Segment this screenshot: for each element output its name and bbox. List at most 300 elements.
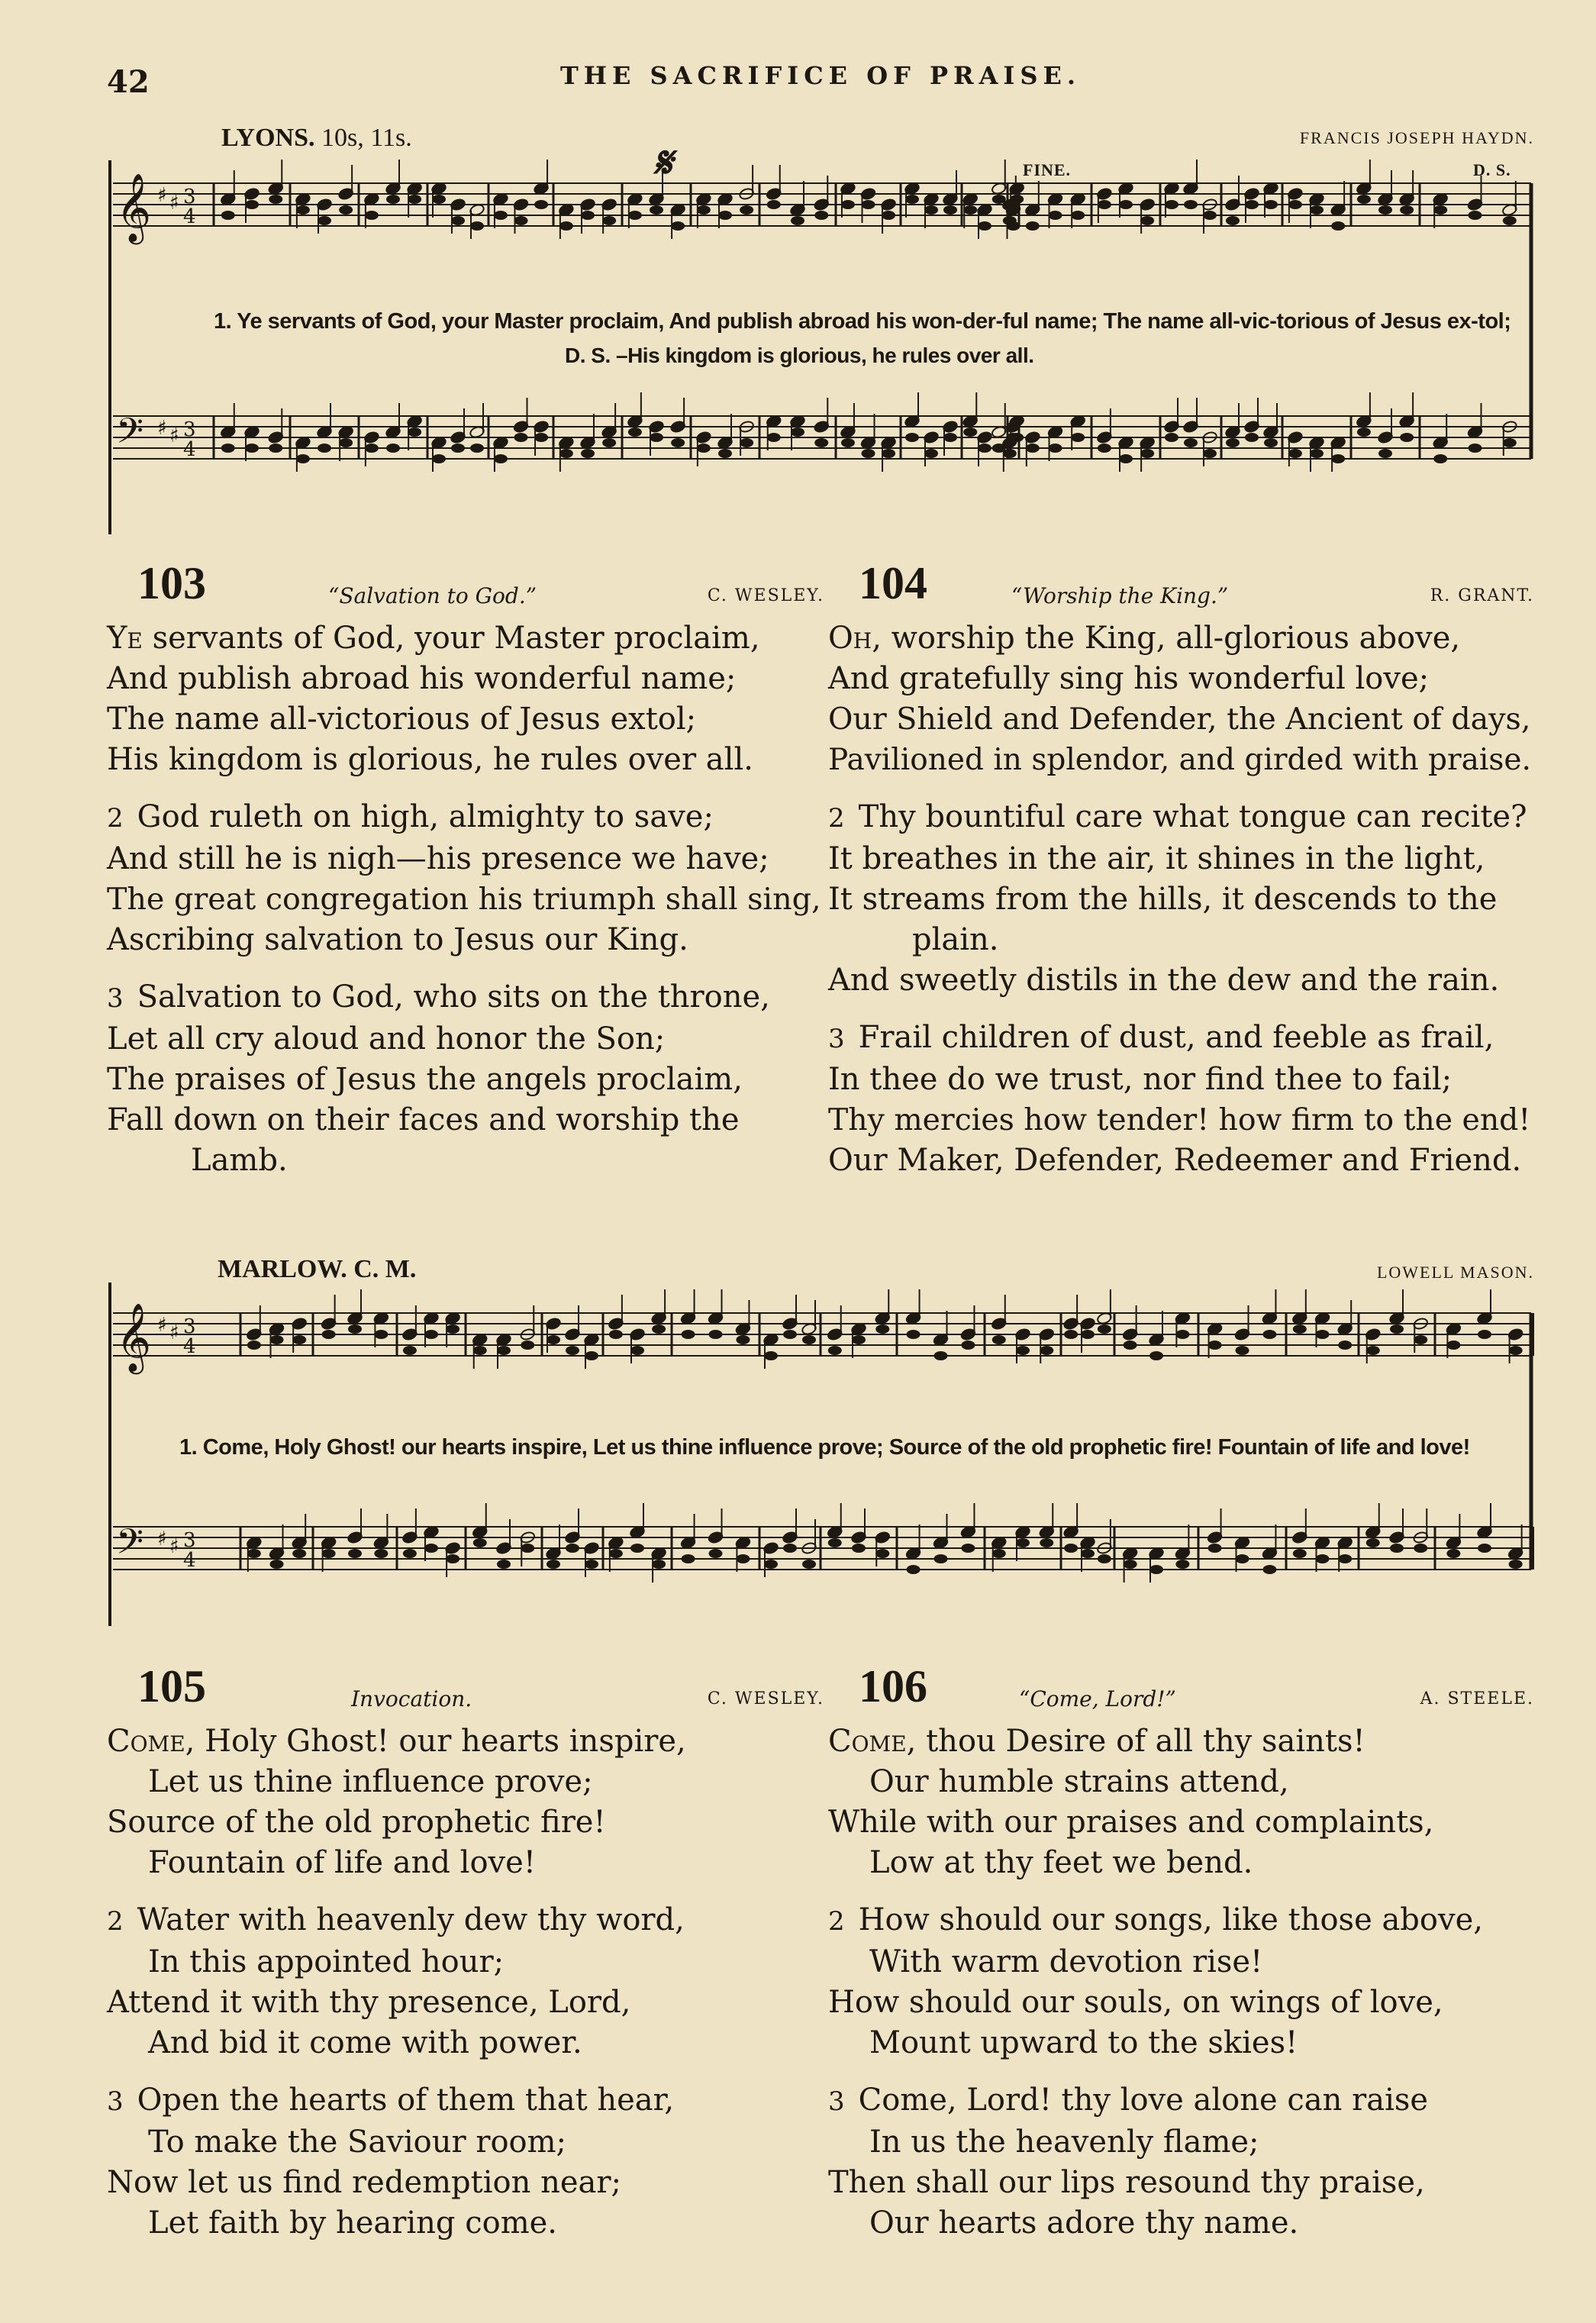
note-head: [814, 211, 828, 220]
verse-line: Oh, worship the King, all-glorious above,: [828, 621, 1461, 656]
verse-number: 2: [107, 1906, 124, 1937]
verse-line: 3 Salvation to God, who sits on the throne,: [107, 979, 770, 1015]
verse-line: His kingdom is glorious, he rules over all.: [107, 742, 753, 777]
note-head: [1165, 200, 1178, 209]
verse: [828, 1018, 1534, 1181]
note-head: [905, 195, 919, 204]
note-head: [1203, 449, 1217, 458]
bass-clef-icon: 𝄢: [116, 411, 144, 460]
verse-line: Let faith by hearing come.: [148, 2205, 558, 2241]
note-head: [365, 444, 379, 453]
note-head: [408, 195, 421, 204]
hymn-number: 103: [137, 558, 206, 608]
hymn-number: 106: [859, 1661, 927, 1712]
sharp-icon: ♯: [169, 424, 179, 447]
note-head: [424, 1330, 438, 1339]
verse: [828, 2080, 1534, 2244]
note-head: [1310, 449, 1324, 458]
note-head: [1064, 1544, 1078, 1553]
note-head: [559, 221, 573, 231]
verse-line: Source of the old prophetic fire!: [107, 1805, 606, 1840]
treble-clef-icon: 𝄞: [116, 1303, 152, 1372]
verse: [107, 1721, 824, 1883]
note-head: [767, 433, 781, 442]
note-head: [1469, 211, 1482, 220]
note-head: [451, 444, 465, 453]
verse-line: Lamb.: [191, 1143, 288, 1178]
note-head: [403, 1549, 417, 1558]
hymn-title: Invocation.: [351, 1686, 472, 1712]
note-head: [339, 438, 353, 447]
verse-number: 3: [107, 2086, 124, 2117]
note-head: [1010, 195, 1024, 204]
note-head: [1098, 1554, 1111, 1563]
note-head: [1293, 1549, 1307, 1558]
note-head: [1357, 427, 1371, 437]
note-head: [432, 195, 446, 204]
tune-lyons: [107, 122, 1534, 534]
note-head: [650, 205, 663, 215]
note-head: [740, 438, 753, 447]
verse-line: Then shall our lips resound thy praise,: [828, 2165, 1425, 2200]
verse-line: 2 God ruleth on high, almighty to save;: [107, 799, 714, 834]
segno-icon: 𝄋: [653, 137, 672, 188]
note-head: [1378, 449, 1392, 458]
note-head: [1509, 1346, 1523, 1355]
sharp-icon: ♯: [157, 417, 167, 440]
note-head: [650, 433, 663, 442]
note-head: [1503, 216, 1517, 225]
verse-line: Low at thy feet we bend.: [869, 1845, 1253, 1880]
verse-line: Pavilioned in splendor, and girded with praise.: [828, 743, 1531, 777]
note-head: [718, 211, 732, 220]
note-head: [841, 200, 855, 209]
note-head: [1040, 1346, 1053, 1355]
note-head: [1262, 1565, 1276, 1574]
note-head: [1165, 433, 1178, 442]
note-head: [470, 221, 484, 231]
note-head: [671, 438, 685, 447]
note-head: [882, 211, 895, 220]
note-head: [473, 1346, 487, 1355]
note-head: [862, 200, 875, 209]
time-signature: 3: [183, 1315, 196, 1338]
note-head: [497, 1560, 511, 1569]
note-head: [1288, 200, 1302, 209]
note-head: [1390, 1544, 1404, 1553]
note-head: [348, 1549, 362, 1558]
note-head: [374, 1330, 388, 1339]
note-head: [609, 1330, 623, 1339]
verse-line: The great congregation his triumph shall sing,: [107, 882, 821, 917]
verse-line: 2 How should our songs, like those above,: [828, 1902, 1483, 1937]
note-head: [221, 211, 235, 220]
note-head: [296, 454, 310, 463]
note-head: [1064, 1330, 1078, 1339]
verse-line: plain.: [912, 922, 999, 957]
note-head: [514, 433, 528, 442]
note-head: [1149, 1351, 1163, 1360]
note-head: [269, 444, 282, 453]
note-head: [628, 211, 642, 220]
note-head: [296, 205, 310, 215]
note-head: [740, 205, 753, 215]
sharp-icon: ♯: [169, 1535, 179, 1558]
note-head: [978, 444, 991, 453]
note-head: [521, 1341, 534, 1350]
note-head: [802, 1560, 816, 1569]
note-head: [1433, 454, 1447, 463]
verse-number: 2: [107, 803, 124, 834]
bass-clef-icon: 𝄢: [116, 1521, 144, 1571]
note-head: [1226, 438, 1240, 447]
note-head: [1400, 205, 1414, 215]
note-head: [1081, 1549, 1095, 1558]
note-head: [1390, 1324, 1404, 1334]
note-head: [1010, 433, 1024, 442]
hymn-title: “Worship the King.”: [1011, 583, 1229, 608]
note-head: [1026, 221, 1040, 231]
hymn-104: [828, 557, 1534, 1198]
verse: [828, 1721, 1534, 1883]
hymn-heading: [828, 1660, 1534, 1721]
note-head: [652, 1560, 666, 1569]
verse-line: In thee do we trust, nor find thee to fail;: [828, 1062, 1453, 1097]
verse-line: Let us thine influence prove;: [148, 1764, 593, 1799]
note-head: [1357, 195, 1371, 204]
note-head: [718, 449, 732, 458]
note-head: [521, 1544, 534, 1553]
hymn-103: [107, 557, 824, 1198]
note-head: [1098, 200, 1111, 209]
verse-line: The praises of Jesus the angels proclaim,: [107, 1062, 743, 1097]
note-head: [924, 205, 938, 215]
note-head: [862, 449, 875, 458]
verse: [828, 618, 1534, 780]
verse-line: Our hearts adore thy name.: [869, 2205, 1299, 2241]
verse-number: 3: [828, 2086, 845, 2117]
fine-mark: FINE.: [1023, 160, 1072, 179]
verse-line: And still he is nigh—his presence we have;: [107, 841, 769, 876]
verse: [107, 977, 824, 1181]
note-head: [682, 1554, 695, 1563]
note-head: [1400, 433, 1414, 442]
note-head: [764, 1560, 778, 1569]
note-head: [841, 438, 855, 447]
verse-number: 3: [828, 1024, 845, 1054]
note-head: [905, 433, 919, 442]
note-head: [494, 211, 508, 220]
verse-number: 3: [107, 983, 124, 1014]
note-head: [1433, 205, 1447, 215]
verse-line: In this appointed hour;: [148, 1944, 505, 1979]
time-signature: 4: [183, 438, 196, 461]
verse-line: Our humble strains attend,: [869, 1764, 1289, 1799]
verse: [828, 1900, 1534, 2063]
verse-line: How should our souls, on wings of love,: [828, 1985, 1443, 2020]
note-head: [1338, 1554, 1352, 1563]
hymn-title: “Come, Lord!”: [1019, 1686, 1176, 1712]
verse-line: Fall down on their faces and worship the: [107, 1102, 740, 1137]
note-head: [446, 1554, 459, 1563]
note-head: [1478, 1330, 1491, 1339]
note-head: [992, 1549, 1006, 1558]
composer: LOWELL MASON.: [1376, 1263, 1534, 1282]
note-head: [1478, 1544, 1491, 1553]
verse-line: Our Shield and Defender, the Ancient of days,: [828, 702, 1531, 737]
note-head: [1366, 1346, 1380, 1355]
note-head: [652, 1324, 666, 1334]
verse: [828, 797, 1534, 1001]
note-head: [1288, 449, 1302, 458]
note-head: [697, 444, 711, 453]
note-head: [764, 1351, 778, 1360]
note-head: [1245, 433, 1259, 442]
note-head: [1262, 1330, 1276, 1339]
note-head: [697, 205, 711, 215]
note-head: [494, 454, 508, 463]
verse: [107, 797, 824, 960]
note-head: [791, 427, 804, 437]
verse-number: 2: [828, 803, 845, 834]
verse-line: Thy mercies how tender! how firm to the end!: [828, 1102, 1531, 1137]
note-head: [581, 449, 595, 458]
hymn-106: [828, 1660, 1534, 2260]
verse-line: And publish abroad his wonderful name;: [107, 661, 737, 696]
note-head: [1124, 1560, 1137, 1569]
note-head: [1208, 1341, 1222, 1350]
hymn-heading: [107, 1660, 824, 1721]
note-head: [245, 200, 259, 209]
note-head: [365, 211, 379, 220]
note-head: [791, 216, 804, 225]
verse-line: It breathes in the air, it shines in the light,: [828, 841, 1485, 876]
note-head: [1316, 1554, 1330, 1563]
note-head: [1081, 1330, 1095, 1339]
note-head: [963, 205, 977, 215]
note-head: [221, 444, 235, 453]
lyric-line: 1. Ye servants of God, your Master proclaim, And publish abroad his won-der-ful name; The name all-vic-torious of Jesus ex-tol;: [214, 309, 1511, 334]
note-head: [934, 1554, 948, 1563]
verse: [107, 2080, 824, 2244]
note-head: [1414, 1544, 1427, 1553]
note-head: [1175, 1560, 1189, 1569]
note-head: [1119, 454, 1133, 463]
note-head: [1016, 1346, 1030, 1355]
note-head: [514, 216, 528, 225]
verse-line: To make the Saviour room;: [148, 2125, 567, 2160]
note-head: [270, 1335, 284, 1344]
sharp-icon: ♯: [169, 1321, 179, 1344]
note-head: [473, 1538, 487, 1547]
note-head: [318, 216, 331, 225]
note-head: [1124, 1341, 1137, 1350]
note-head: [943, 205, 957, 215]
composer: FRANCIS JOSEPH HAYDN.: [1299, 128, 1534, 147]
note-head: [446, 1324, 459, 1334]
note-head: [907, 1330, 921, 1339]
note-head: [907, 1565, 921, 1574]
note-head: [1049, 211, 1062, 220]
note-head: [424, 1544, 438, 1553]
note-head: [470, 444, 484, 453]
note-head: [1071, 433, 1085, 442]
hymn-number: 104: [859, 558, 927, 608]
time-signature: 4: [183, 205, 196, 228]
note-head: [1503, 438, 1517, 447]
verse-line: In us the heavenly flame;: [869, 2125, 1259, 2160]
verse-line: Come, thou Desire of all thy saints!: [828, 1724, 1365, 1759]
note-head: [247, 1341, 261, 1350]
verse-line: And sweetly distils in the dew and the rain.: [828, 963, 1500, 998]
note-head: [1236, 1346, 1249, 1355]
verse-line: Our Maker, Defender, Redeemer and Friend.: [828, 1143, 1522, 1178]
tune-name: MARLOW. C. M.: [218, 1255, 417, 1283]
note-head: [1184, 438, 1198, 447]
note-head: [1310, 205, 1324, 215]
note-head: [1446, 1549, 1460, 1558]
note-head: [1071, 211, 1085, 220]
note-head: [628, 427, 642, 437]
note-head: [943, 433, 957, 442]
note-head: [630, 1346, 644, 1355]
note-head: [269, 195, 282, 204]
note-head: [245, 444, 259, 453]
note-head: [1264, 438, 1278, 447]
note-head: [783, 1330, 797, 1339]
note-head: [875, 1549, 889, 1558]
note-head: [547, 1335, 560, 1344]
time-signature: 4: [183, 1549, 196, 1572]
time-signature: 4: [183, 1335, 196, 1358]
note-head: [1003, 449, 1017, 458]
page-number: 42: [107, 64, 150, 100]
note-head: [1098, 444, 1111, 453]
note-head: [924, 449, 938, 458]
note-head: [709, 1330, 723, 1339]
verse: [107, 618, 824, 780]
note-head: [602, 216, 616, 225]
note-head: [602, 438, 616, 447]
verse-line: 2 Thy bountiful care what tongue can recite?: [828, 799, 1527, 834]
note-head: [1175, 1330, 1189, 1339]
verse-line: It streams from the hills, it descends to the: [828, 882, 1498, 917]
note-head: [374, 1549, 388, 1558]
verse-line: Attend it with thy presence, Lord,: [107, 1985, 631, 2020]
note-head: [828, 1538, 842, 1547]
note-head: [1469, 444, 1482, 453]
note-head: [247, 1549, 261, 1558]
verse-line: Ye servants of God, your Master proclaim,: [107, 621, 760, 656]
verse-line: Mount upward to the skies!: [869, 2025, 1298, 2060]
note-head: [1378, 205, 1392, 215]
note-head: [1264, 200, 1278, 209]
note-head: [1140, 216, 1154, 225]
note-head: [1208, 1544, 1222, 1553]
note-head: [961, 1341, 975, 1350]
note-head: [348, 1324, 362, 1334]
verse-line: 3 Open the hearts of them that hear,: [107, 2083, 675, 2118]
note-head: [1098, 1324, 1111, 1334]
note-head: [1026, 444, 1040, 453]
note-head: [585, 1560, 598, 1569]
note-head: [682, 1330, 695, 1339]
verse-line: Fountain of life and love!: [148, 1845, 536, 1880]
note-head: [547, 1560, 560, 1569]
verse-line: 3 Frail children of dust, and feeble as frail,: [828, 1020, 1494, 1055]
time-signature: 3: [183, 1529, 196, 1552]
note-head: [1331, 454, 1345, 463]
sharp-icon: ♯: [169, 192, 179, 215]
note-head: [852, 1335, 866, 1344]
note-head: [292, 1549, 306, 1558]
note-head: [1184, 200, 1198, 209]
note-head: [1236, 1554, 1249, 1563]
note-head: [432, 454, 446, 463]
treble-clef-icon: 𝄞: [116, 173, 152, 242]
note-head: [1149, 1565, 1163, 1574]
note-head: [534, 200, 548, 209]
note-head: [1293, 1324, 1307, 1334]
running-title: THE SACRIFICE OF PRAISE.: [559, 61, 1082, 90]
note-head: [534, 433, 548, 442]
note-head: [559, 449, 573, 458]
verse-line: Come, Holy Ghost! our hearts inspire,: [107, 1724, 686, 1759]
note-head: [630, 1544, 644, 1553]
note-head: [1331, 221, 1345, 231]
note-head: [1203, 211, 1217, 220]
note-head: [1049, 444, 1062, 453]
verse: [107, 1900, 824, 2063]
time-signature: 3: [183, 186, 196, 208]
hymn-author: R. GRANT.: [1430, 586, 1534, 605]
note-head: [814, 438, 828, 447]
note-head: [767, 200, 781, 209]
note-head: [1414, 1335, 1427, 1344]
verse-line: The name all-victorious of Jesus extol;: [107, 702, 697, 737]
note-head: [322, 1549, 336, 1558]
verse-line: 3 Come, Lord! thy love alone can raise: [828, 2083, 1429, 2118]
verse-line: With warm devotion rise!: [869, 1944, 1263, 1979]
hymn-number: 105: [137, 1661, 206, 1712]
note-head: [1338, 1341, 1352, 1350]
note-head: [1366, 1538, 1380, 1547]
note-head: [934, 1351, 948, 1360]
note-head: [963, 427, 977, 437]
note-head: [1446, 1341, 1460, 1350]
hymn-author: C. WESLEY.: [707, 1689, 824, 1708]
hymn-105: [107, 1660, 824, 2260]
note-head: [875, 1324, 889, 1334]
note-head: [339, 205, 353, 215]
note-head: [1509, 1560, 1523, 1569]
note-head: [709, 1549, 723, 1558]
note-head: [978, 221, 991, 231]
hymn-title: “Salvation to God.”: [328, 583, 537, 608]
note-head: [1316, 1330, 1330, 1339]
time-signature: 3: [183, 418, 196, 441]
note-head: [497, 1346, 511, 1355]
verse-line: Now let us find redemption near;: [107, 2165, 621, 2200]
hymn-author: C. WESLEY.: [707, 586, 824, 605]
note-head: [322, 1330, 336, 1339]
note-head: [403, 1346, 417, 1355]
note-head: [828, 1346, 842, 1355]
note-head: [783, 1544, 797, 1553]
hymn-heading: [828, 557, 1534, 618]
note-head: [852, 1544, 866, 1553]
verse-line: While with our praises and complaints,: [828, 1805, 1434, 1840]
